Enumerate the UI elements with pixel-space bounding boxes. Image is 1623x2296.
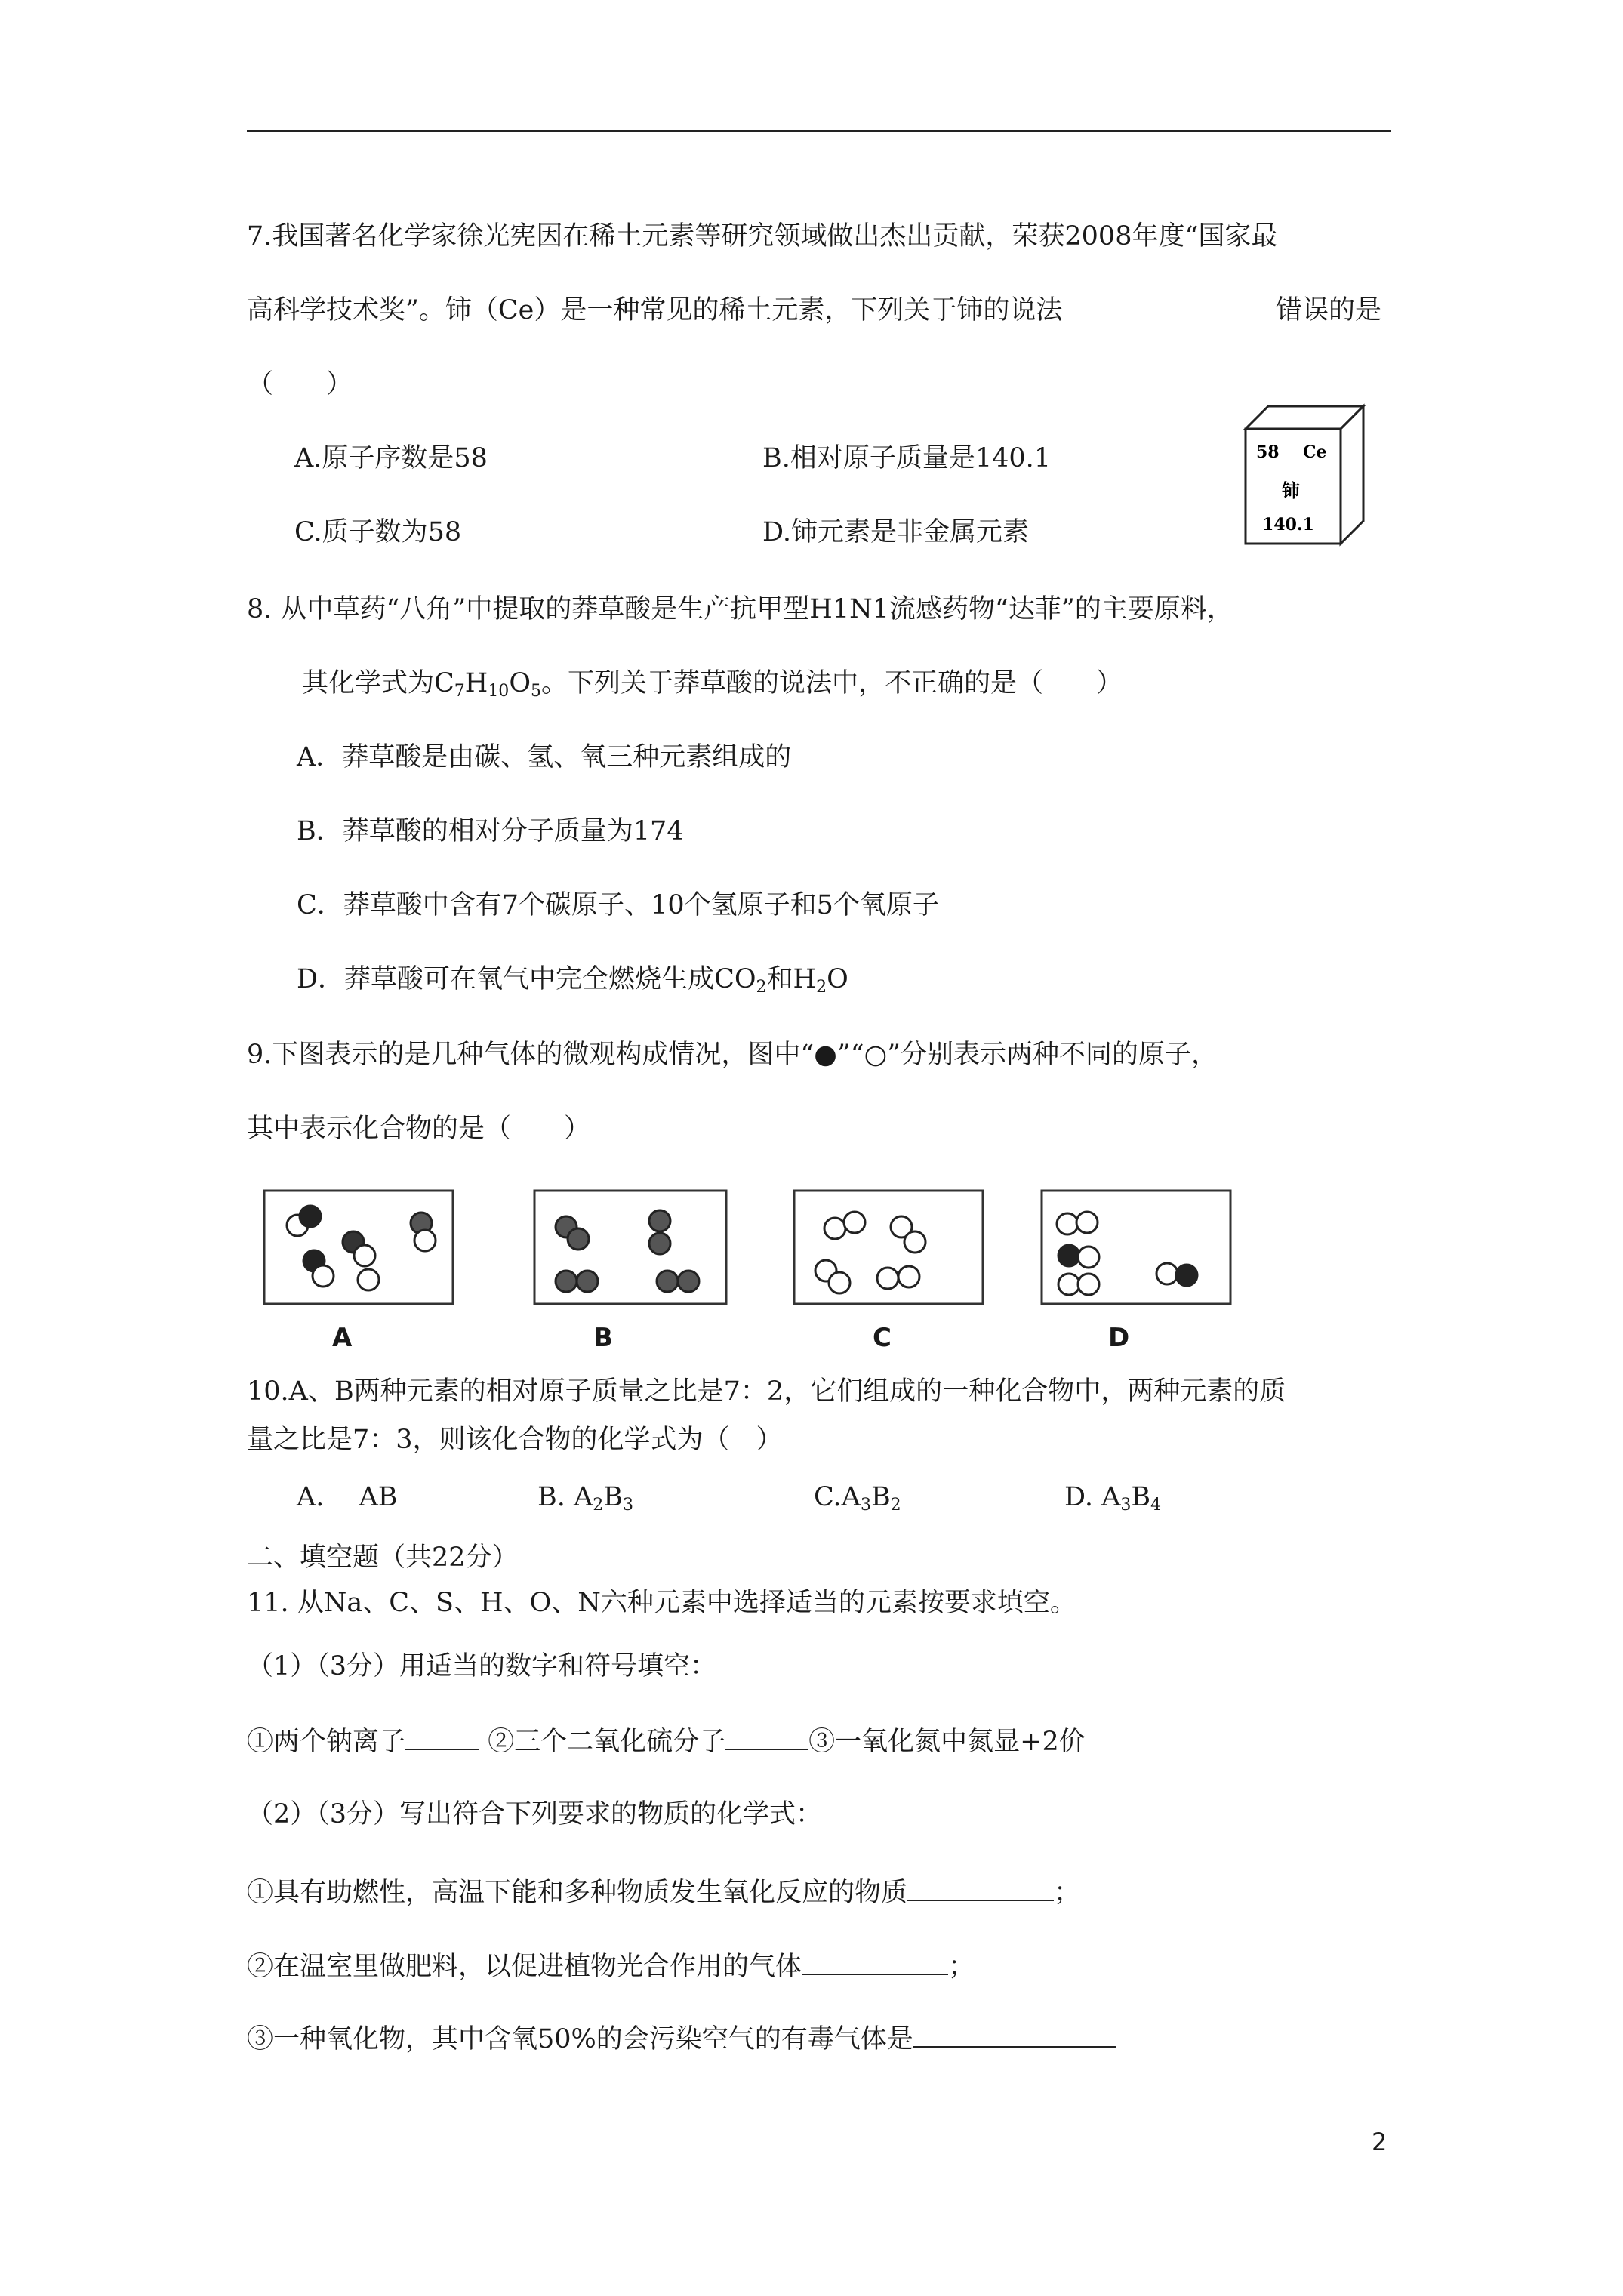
section-title-fill-in: 二、填空题（共22分）	[247, 1542, 519, 1573]
subscript: 5	[531, 682, 542, 701]
diagram-label-a: A	[332, 1323, 353, 1353]
q9-line1: 9.下图表示的是几种气体的微观构成情况，图中“●”“○”分别表示两种不同的原子，	[247, 1040, 1218, 1070]
q11-part2-item2-text: ②在温室里做肥料，以促进植物光合作用的气体	[247, 1952, 802, 1982]
q8-line2	[302, 668, 1123, 701]
cerium-element-card	[1238, 400, 1374, 558]
q11-part1-item3: ③一氧化氮中氮显+2价	[808, 1727, 1086, 1757]
punctuation: ；	[948, 1952, 975, 1982]
q11-part2-title: （2）（3分）写出符合下列要求的物质的化学式：	[247, 1799, 823, 1829]
q11-part2-item3-text: ③一种氧化物，其中含氧50%的会污染空气的有毒气体是	[247, 2024, 913, 2054]
element-symbol: Ce	[1303, 442, 1327, 462]
q8-line1: 8. 从中草药“八角”中提取的莽草酸是生产抗甲型H1N1流感药物“达菲”的主要原料，	[247, 594, 1233, 624]
answer-blank-3[interactable]	[907, 1877, 1054, 1901]
q10-option-c-text: C.A	[814, 1482, 861, 1512]
subscript: 3	[622, 1496, 633, 1515]
q10-option-d-text: D. A	[1064, 1482, 1121, 1512]
q11-part1-title: （1）（3分）用适当的数字和符号填空：	[247, 1651, 717, 1681]
q8-option-a: A．莽草酸是由碳、氢、氧三种元素组成的	[297, 742, 792, 772]
q8-line2-text: 其化学式为C	[302, 668, 454, 698]
q11-part1-item2: ②三个二氧化硫分子	[479, 1727, 726, 1757]
q11-part2-item1	[247, 1877, 1080, 1906]
molecule-diagram-b	[533, 1189, 729, 1314]
q10-option-c	[814, 1482, 901, 1515]
subscript: 4	[1150, 1496, 1162, 1515]
q10-option-b-text: B. A	[537, 1482, 593, 1512]
q7-line3: （ ）	[247, 369, 353, 399]
q7-line2-end: 错误的是	[1276, 295, 1382, 325]
q10-line2: 量之比是7：3，则该化合物的化学式为（ ）	[247, 1425, 783, 1455]
q10-option-b-text: B	[603, 1482, 623, 1512]
q7-option-c: C.质子数为58	[294, 517, 462, 547]
q7-option-b: B.相对原子质量是140.1	[762, 443, 1052, 473]
element-mass: 140.1	[1262, 515, 1314, 535]
element-name: 铈	[1282, 479, 1300, 501]
q11-part2-item3	[247, 2023, 1116, 2053]
q7-line1: 7.我国著名化学家徐光宪因在稀土元素等研究领域做出杰出贡献，荣获2008年度“国家最	[247, 221, 1278, 251]
q8-option-d-text: 和H	[766, 964, 817, 994]
q8-line2-text: 。下列关于莽草酸的说法中，不正确的是（ ）	[541, 668, 1123, 698]
molecule-diagram-a	[263, 1189, 456, 1314]
page-number: 2	[1372, 2128, 1387, 2156]
subscript: 7	[454, 682, 465, 701]
q8-line2-text: O	[509, 668, 531, 698]
q8-line2-text: H	[464, 668, 488, 698]
subscript: 2	[890, 1496, 901, 1515]
q7-option-a: A.原子序数是58	[294, 443, 488, 473]
header-rule	[247, 130, 1391, 132]
q11-part1-items	[247, 1726, 1086, 1755]
answer-blank-1[interactable]	[405, 1726, 479, 1750]
q8-option-b: B．莽草酸的相对分子质量为174	[297, 816, 684, 846]
subscript: 3	[1120, 1496, 1132, 1515]
subscript: 2	[756, 978, 767, 997]
q10-option-d	[1064, 1482, 1162, 1515]
q11-part1-item1: ①两个钠离子	[247, 1727, 406, 1757]
diagram-label-b: B	[593, 1323, 613, 1353]
q7-line2: 高科学技术奖”。铈（Ce）是一种常见的稀土元素，下列关于铈的说法	[247, 295, 1063, 325]
punctuation: ；	[1054, 1878, 1081, 1908]
q10-option-c-text: B	[870, 1482, 891, 1512]
subscript: 2	[593, 1496, 604, 1515]
q7-option-d: D.铈元素是非金属元素	[762, 517, 1029, 547]
q9-line2: 其中表示化合物的是（ ）	[247, 1114, 591, 1144]
diagram-label-d: D	[1108, 1323, 1130, 1353]
q11-part2-item2	[247, 1951, 975, 1980]
subscript: 2	[816, 978, 827, 997]
molecule-diagram-c	[793, 1189, 986, 1314]
q8-option-d-text: O	[827, 964, 848, 994]
answer-blank-5[interactable]	[913, 2023, 1116, 2048]
answer-blank-2[interactable]	[725, 1726, 808, 1750]
element-number: 58	[1256, 442, 1280, 462]
q10-option-d-text: B	[1131, 1482, 1151, 1512]
q10-option-a: A. AB	[297, 1482, 398, 1512]
q11-intro: 11. 从Na、C、S、H、O、N六种元素中选择适当的元素按要求填空。	[247, 1588, 1076, 1618]
molecule-diagram-d	[1040, 1189, 1233, 1314]
subscript: 10	[488, 682, 510, 701]
q11-part2-item1-text: ①具有助燃性，高温下能和多种物质发生氧化反应的物质	[247, 1878, 908, 1908]
diagram-label-c: C	[873, 1323, 892, 1353]
answer-blank-4[interactable]	[802, 1951, 948, 1975]
q10-line1: 10.A、B两种元素的相对原子质量之比是7：2，它们组成的一种化合物中，两种元素的质	[247, 1376, 1286, 1407]
q10-option-b	[537, 1482, 633, 1515]
q8-option-c: C．莽草酸中含有7个碳原子、10个氢原子和5个氧原子	[297, 890, 939, 920]
q8-option-d-text: D．莽草酸可在氧气中完全燃烧生成CO	[297, 964, 756, 994]
subscript: 3	[860, 1496, 871, 1515]
q8-option-d	[297, 964, 848, 997]
